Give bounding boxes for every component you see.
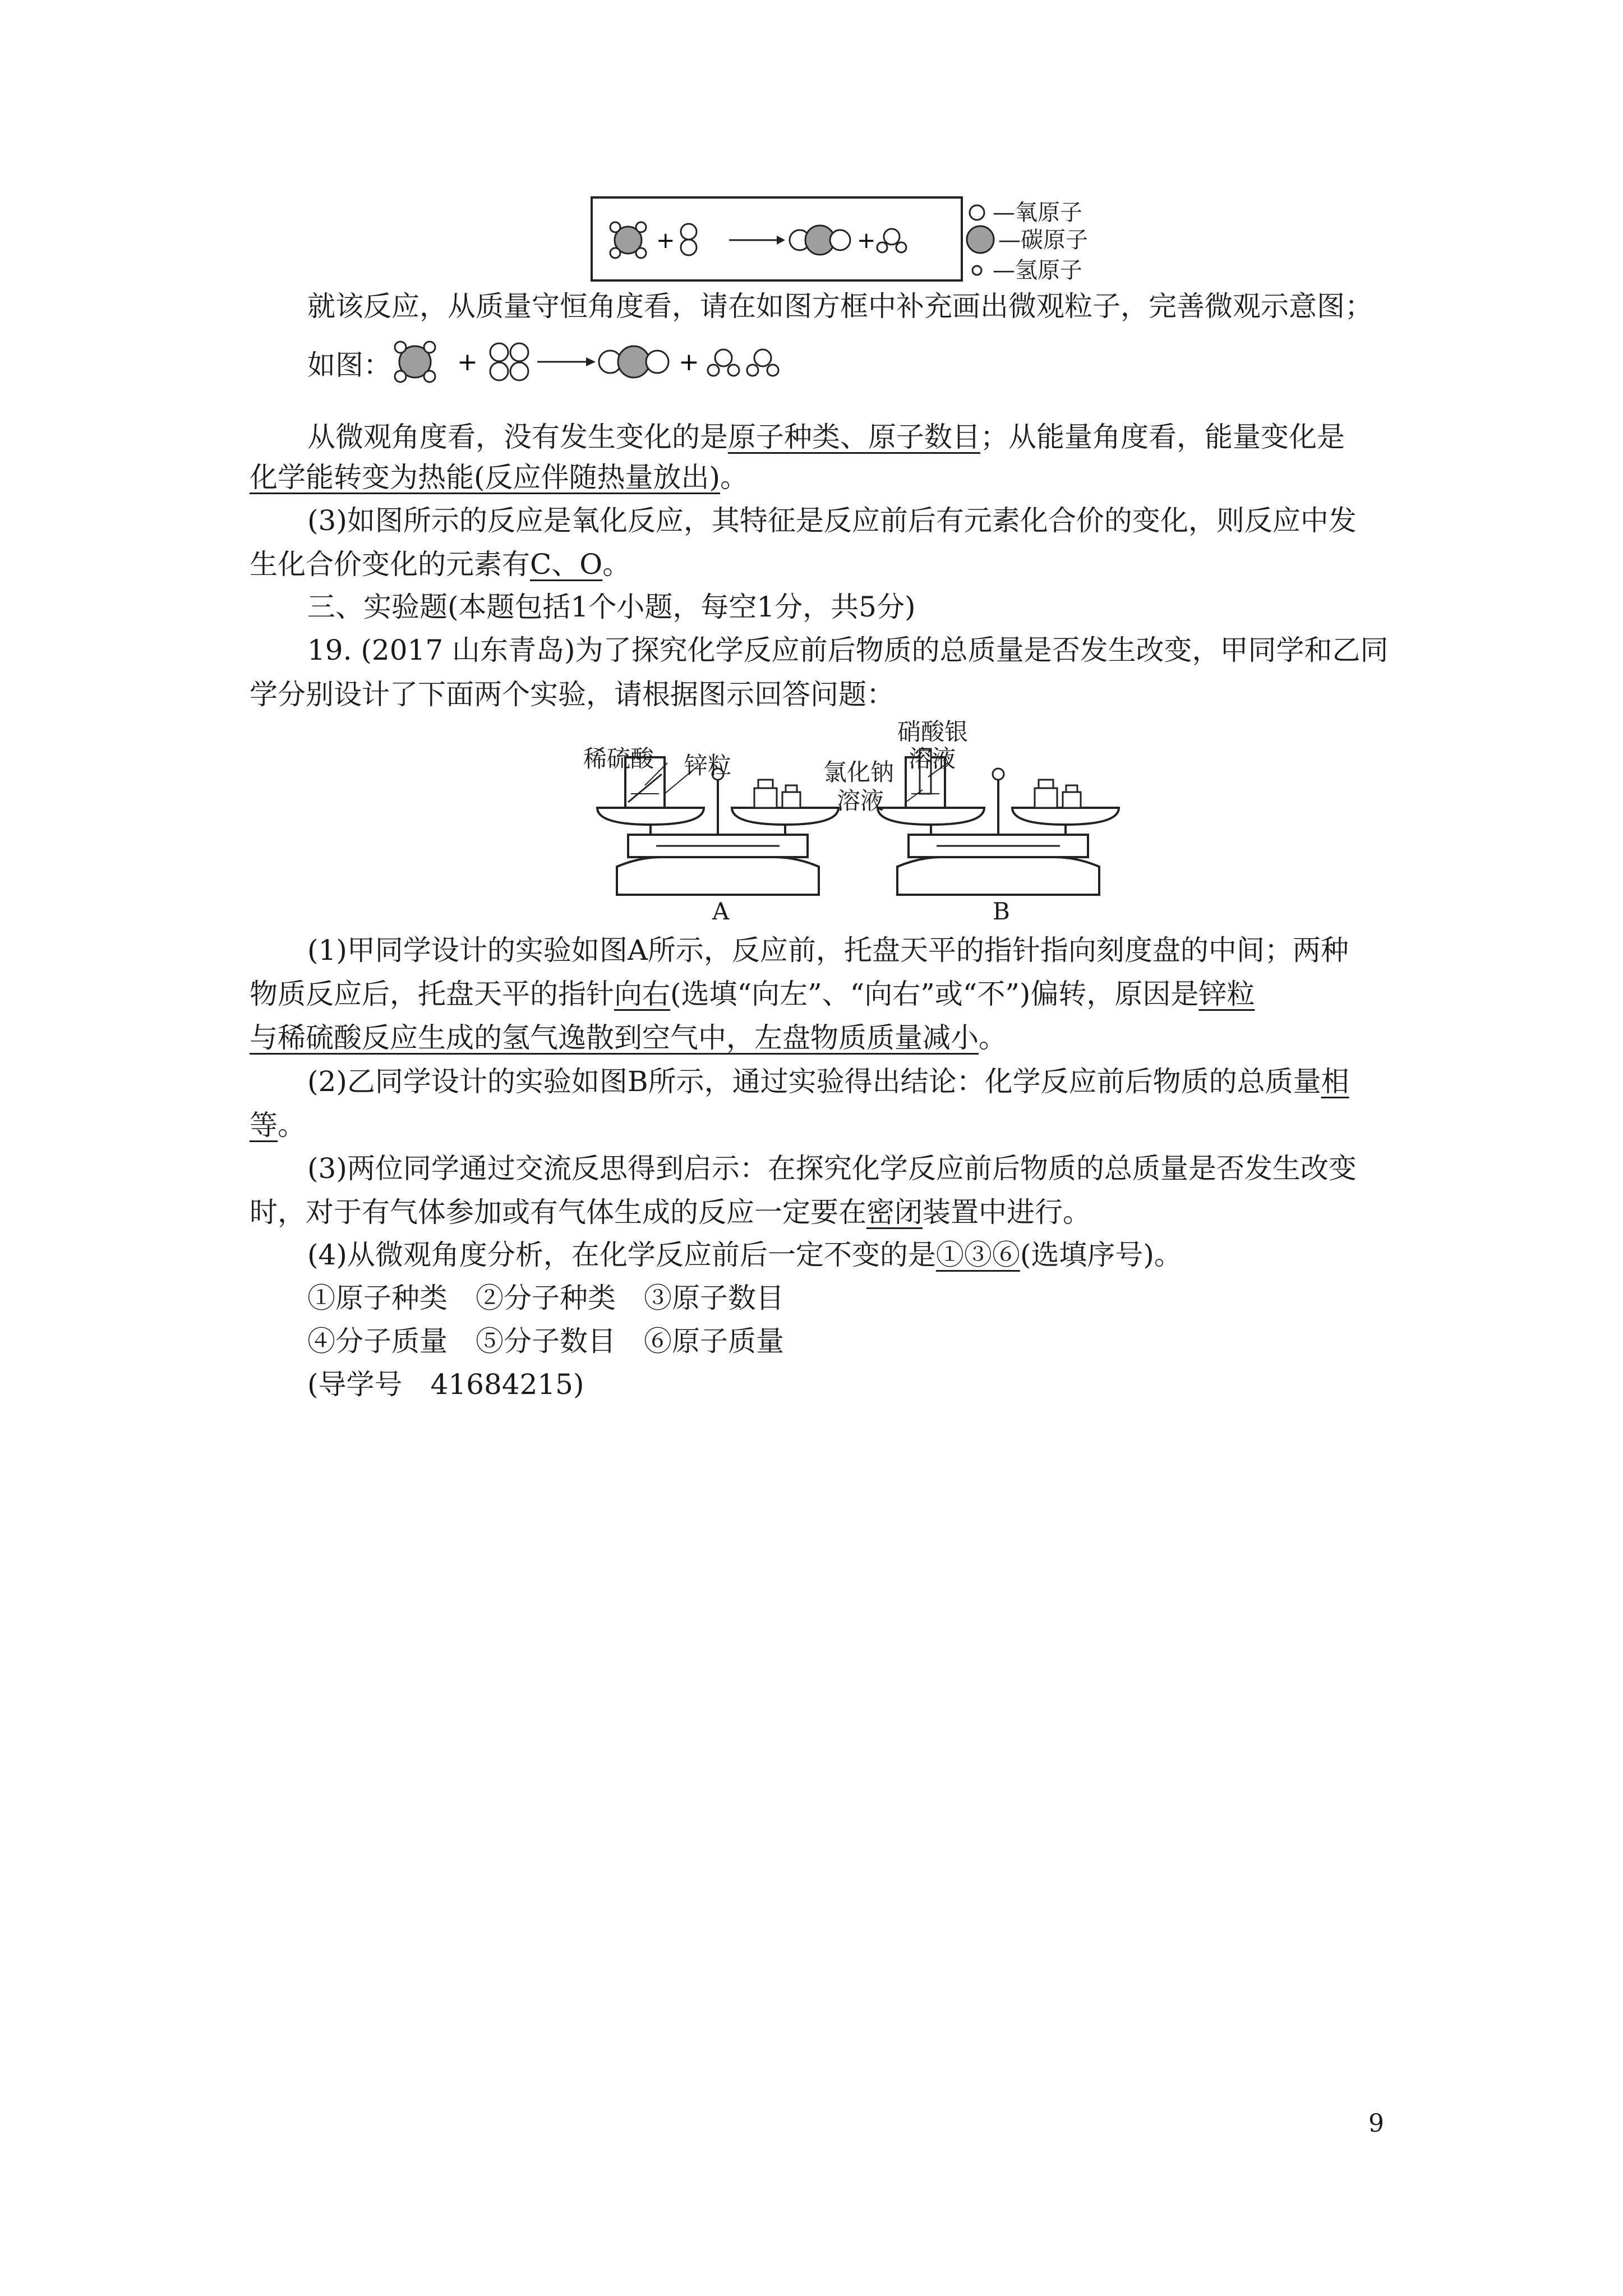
answer-direction: 向右 (614, 978, 670, 1010)
caption-b: B (993, 898, 1010, 925)
answer-energy: 化学能转变为热能(反应伴随热量放出) (250, 461, 721, 494)
q18-line4: 化学能转变为热能(反应伴随热量放出)。 (250, 461, 749, 494)
answer-reason-part1: 锌粒 (1198, 978, 1255, 1010)
answer-molecule-ch4 (395, 342, 435, 382)
legend-carbon: —碳原子 (998, 227, 1088, 253)
legend-hydrogen: —氢原子 (993, 257, 1082, 283)
answer-diagram (387, 331, 892, 393)
label-dilute-sulfuric-acid: 稀硫酸 (583, 745, 654, 772)
answer-elements: C、O (530, 548, 603, 581)
q18-line1: 就该反应，从质量守恒角度看，请在如图方框中补充画出微观粒子，完善微观示意图； (307, 290, 1373, 323)
answer-reason-part2: 与稀硫酸反应生成的氢气逸散到空气中，左盘物质质量减小 (250, 1022, 979, 1054)
balance-figure (0, 724, 1623, 948)
label-zinc-granules: 锌粒 (684, 752, 732, 779)
molecule-o2 (681, 224, 697, 255)
label-nacl-2: 溶液 (837, 787, 884, 815)
q19-stem-line2: 学分别设计了下面两个实验，请根据图示回答问题： (250, 678, 895, 711)
q19-p2-line2: 等。 (250, 1109, 306, 1142)
molecule-co2 (790, 226, 850, 255)
answer-molecule-2o2 (490, 343, 528, 380)
hydrogen-symbol (972, 266, 981, 275)
carbon-symbol (967, 226, 994, 253)
label-agno3-1: 硝酸银 (897, 718, 969, 746)
q19-p1-line3: 与稀硫酸反应生成的氢气逸散到空气中，左盘物质质量减小。 (250, 1022, 1007, 1054)
section3-heading: 三、实验题(本题包括1个小题，每空1分，共5分) (307, 591, 916, 623)
page-number: 9 (1368, 2109, 1384, 2138)
svg-text:+: + (857, 228, 876, 254)
legend-oxygen: —氧原子 (993, 200, 1082, 226)
svg-text:+: + (679, 348, 699, 376)
q18-line3: 从微观角度看，没有发生变化的是原子种类、原子数目；从能量角度看，能量变化是 (307, 421, 1345, 453)
q19-p1-line1: (1)甲同学设计的实验如图A所示，反应前，托盘天平的指针指向刻度盘的中间；两种 (307, 934, 1349, 967)
answer-options: ①③⑥ (935, 1239, 1020, 1271)
molecule-ch4 (610, 222, 646, 258)
answer-molecule-co2 (599, 346, 668, 378)
answer-equal-part2: 等 (250, 1109, 278, 1142)
q18-part3-line1: (3)如图所示的反应是氧化反应，其特征是反应前后有元素化合价的变化，则反应中发 (307, 504, 1357, 537)
answer-unchanged: 原子种类、原子数目 (728, 421, 980, 453)
svg-text:+: + (457, 348, 478, 376)
q19-options-row1: ①原子种类 ②分子种类 ③原子数目 (307, 1282, 784, 1314)
reaction-diagram-box (0, 0, 1623, 292)
svg-text:+: + (656, 228, 675, 254)
answer-closed: 密闭 (866, 1196, 923, 1228)
reaction-arrow (729, 236, 785, 245)
oxygen-symbol (970, 205, 984, 220)
q19-p3-line1: (3)两位同学通过交流反思得到启示：在探究化学反应前后物质的总质量是否发生改变 (307, 1152, 1357, 1185)
q19-guide-number: (导学号 41684215) (307, 1368, 584, 1401)
answer-equal-part1: 相 (1321, 1065, 1349, 1098)
q18-part3-line2: 生化合价变化的元素有C、O。 (250, 548, 631, 581)
label-nacl-1: 氯化钠 (823, 758, 895, 786)
caption-a: A (712, 898, 730, 925)
answer-molecule-2h2o (708, 349, 778, 376)
q19-p3-line2: 时，对于有气体参加或有气体生成的反应一定要在密闭装置中进行。 (250, 1196, 1091, 1228)
q18-answer-prefix: 如图： (307, 349, 391, 381)
q19-p4-line1: (4)从微观角度分析，在化学反应前后一定不变的是①③⑥(选填序号)。 (307, 1239, 1182, 1271)
q19-stem-line1: 19. (2017 山东青岛)为了探究化学反应前后物质的总质量是否发生改变，甲同学和乙同 (307, 634, 1389, 666)
q19-p1-line2: 物质反应后，托盘天平的指针向右(选填“向左”、“向右”或“不”)偏转，原因是锌粒 (250, 978, 1255, 1010)
label-agno3-2: 溶液 (909, 745, 956, 772)
q19-p2-line1: (2)乙同学设计的实验如图B所示，通过实验得出结论：化学反应前后物质的总质量相 (307, 1065, 1349, 1098)
q19-options-row2: ④分子质量 ⑤分子数目 ⑥原子质量 (307, 1325, 784, 1358)
molecule-h2o (877, 229, 906, 252)
